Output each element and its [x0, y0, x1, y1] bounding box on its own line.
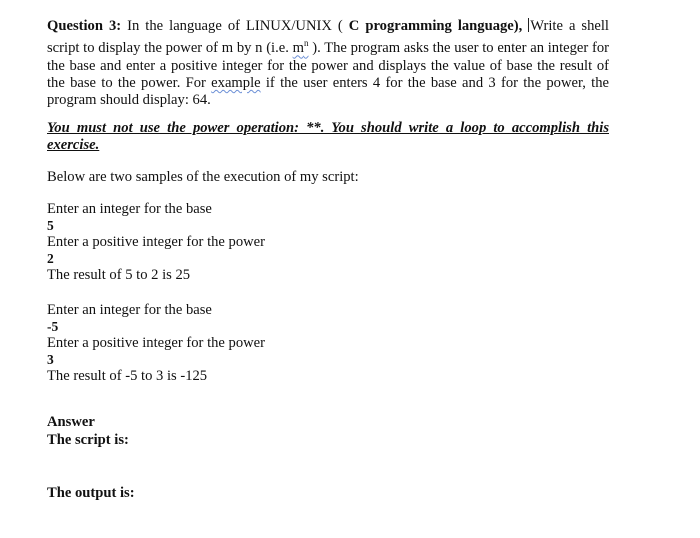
sample-prompt-power: Enter a positive integer for the power — [47, 234, 266, 251]
question-text-end: if the user enters 4 for the base and 3 for the power, the program should display: 64. — [47, 75, 609, 109]
question-text-body: ). The program asks the user to enter an integer for the base and enter a positive integer for the power and displays the value of base the result of the base to the power. For — [47, 40, 609, 92]
warning-text: You must not use the power operation: **. You should write a loop to accomplish this exercise. — [47, 119, 609, 154]
sample-prompt-power: Enter a positive integer for the power — [47, 335, 266, 352]
question-paragraph — [47, 18, 609, 110]
sample-power-value: 2 — [47, 250, 54, 266]
output-label: The output is: — [47, 485, 135, 502]
question-label: Question 3: — [47, 18, 122, 34]
question-language: C programming language), — [348, 18, 523, 34]
sample-prompt-base: Enter an integer for the base — [47, 302, 212, 319]
answer-section — [47, 414, 609, 449]
sample-execution-2 — [47, 302, 609, 385]
power-exponent-n: n — [303, 38, 309, 49]
sample-base-value: 5 — [47, 217, 54, 233]
sample-result: The result of -5 to 3 is -125 — [47, 368, 208, 385]
samples-intro: Below are two samples of the execution of my script: — [47, 168, 359, 185]
script-label: The script is: — [47, 431, 129, 448]
example-word: example — [211, 75, 261, 92]
sample-prompt-base: Enter an integer for the base — [47, 201, 212, 218]
sample-result: The result of 5 to 2 is 25 — [47, 267, 191, 284]
sample-base-value: -5 — [47, 318, 59, 334]
power-base-m: m — [292, 40, 304, 57]
document-body — [47, 18, 609, 503]
sample-execution-1 — [47, 201, 609, 284]
answer-heading: Answer — [47, 414, 95, 431]
power-notation — [293, 40, 309, 56]
question-text-main: Write a shell script to display the power of m by n (i.e. — [47, 18, 609, 57]
sample-power-value: 3 — [47, 351, 54, 367]
question-text-intro: In the language of LINUX/UNIX ( — [121, 18, 349, 34]
